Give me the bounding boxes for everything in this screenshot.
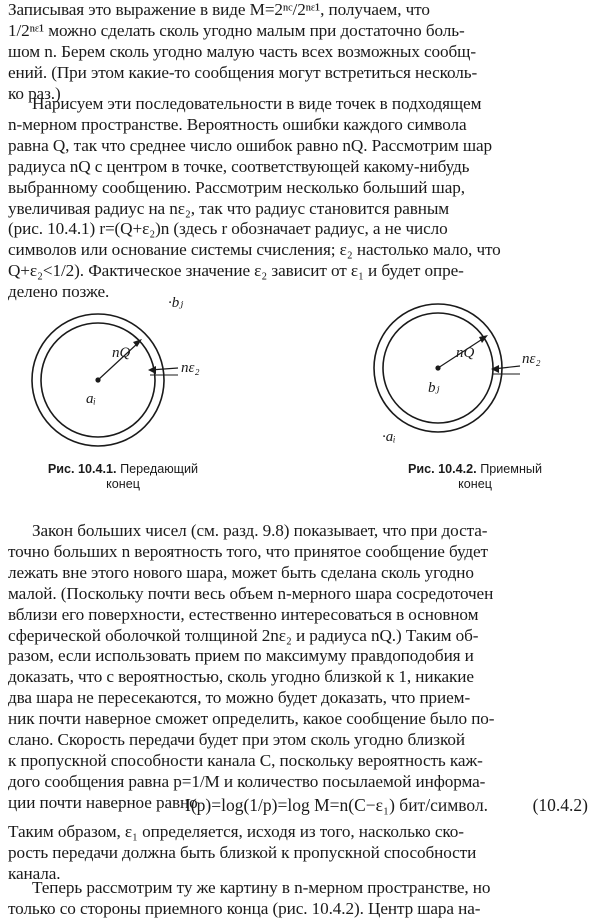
figure-receiving-end — [374, 304, 541, 445]
radius-label: nQ — [456, 345, 475, 361]
radius-label: nQ — [112, 345, 131, 361]
caption-label: Рис. 10.4.2. — [408, 462, 477, 476]
shell-arrowhead-left — [148, 366, 156, 374]
equation-10-4-2 — [0, 795, 600, 819]
paragraph-3: Закон больших чисел (см. разд. 9.8) показывает, что при доста- точно больших n вероятность того, что принятое сообщение будет лежать вне этого нового шара, может быть сделана сколь угодно малой. (Поскольку почти весь объем n-мерного шара сосредоточен вблизи его поверхности, естественно интересоваться в основном сферической оболочкой толщиной 2nε₂ и радиуса nQ.) Таким об- разом, если использовать прием по максимуму правдоподобия и доказать, что с вероятностью, сколь угодно близкой к 1, никакие два шара не пересекаются, то можно будет доказать, что прием- ник почти наверное сможет определить, какое сообщение было по- слано. Скорость передачи будет при этом сколь угодно близкой к пропускной способности канала C, поскольку вероятность каж- дого сообщения равна p=1/M и количество посылаемой информа- ции почти наверное равно — [8, 521, 495, 812]
caption-text: Передающий конец — [106, 462, 199, 491]
paragraph-1: Записывая это выражение в виде M=2ⁿᶜ/2ⁿᵋ¹, получаем, что 1/2ⁿᵋ¹ можно сделать сколь угодно малым при достаточно боль- шом n. Берем сколь угодно малую часть всех возможных сообщ- ений. (При этом какие-то сообщения могут встретиться несколь- ко раз.) — [8, 0, 478, 103]
paragraph-5: Теперь рассмотрим ту же картину в n-мерном пространстве, но только со стороны приемного конца (рис. 10.4.2). Центр шара на- — [8, 878, 491, 918]
center-label: bⱼ — [428, 380, 440, 396]
equation-number: (10.4.2) — [532, 795, 588, 815]
paragraph-4: Таким образом, ε₁ определяется, исходя из того, насколько ско- рость передачи должна быть близкой к пропускной способности канала. — [8, 822, 477, 883]
shell-label: nε₂ — [181, 360, 200, 376]
equation-body: I(p)=log(1/p)=log M=n(C−ε₁) бит/символ. — [185, 795, 489, 815]
paragraph-2: Нарисуем эти последовательности в виде точек в подходящем n-мерном пространстве. Вероятность ошибки каждого символа равна Q, так что среднее число ошибок равно nQ. Рассмотрим шар радиуса nQ с центром в точке, соответствующей какому-нибудь выбранному сообщению. Рассмотрим несколько больший шар, увеличивая радиус на nε₂, так что радиус становится равным (рис. 10.4.1) r=(Q+ε₂)n (здесь r обозначает радиус, а не число символов или основание системы счисления; ε₂ настолько мало, что Q+ε₂<1/2). Фактическое значение ε₂ зависит от ε₁ и будет опре- делено позже. — [8, 94, 501, 302]
figure-caption-1 — [28, 462, 218, 492]
shell-label: nε₂ — [522, 351, 541, 367]
caption-text: Приемный конец — [458, 462, 542, 491]
figure-caption-2 — [380, 462, 570, 492]
caption-label: Рис. 10.4.1. — [47, 462, 117, 476]
outside-point-label: ·bⱼ — [168, 295, 184, 311]
figure-transmitting-end — [32, 295, 200, 446]
center-label: aᵢ — [86, 391, 96, 407]
outside-point-label: ·aᵢ — [382, 429, 396, 445]
